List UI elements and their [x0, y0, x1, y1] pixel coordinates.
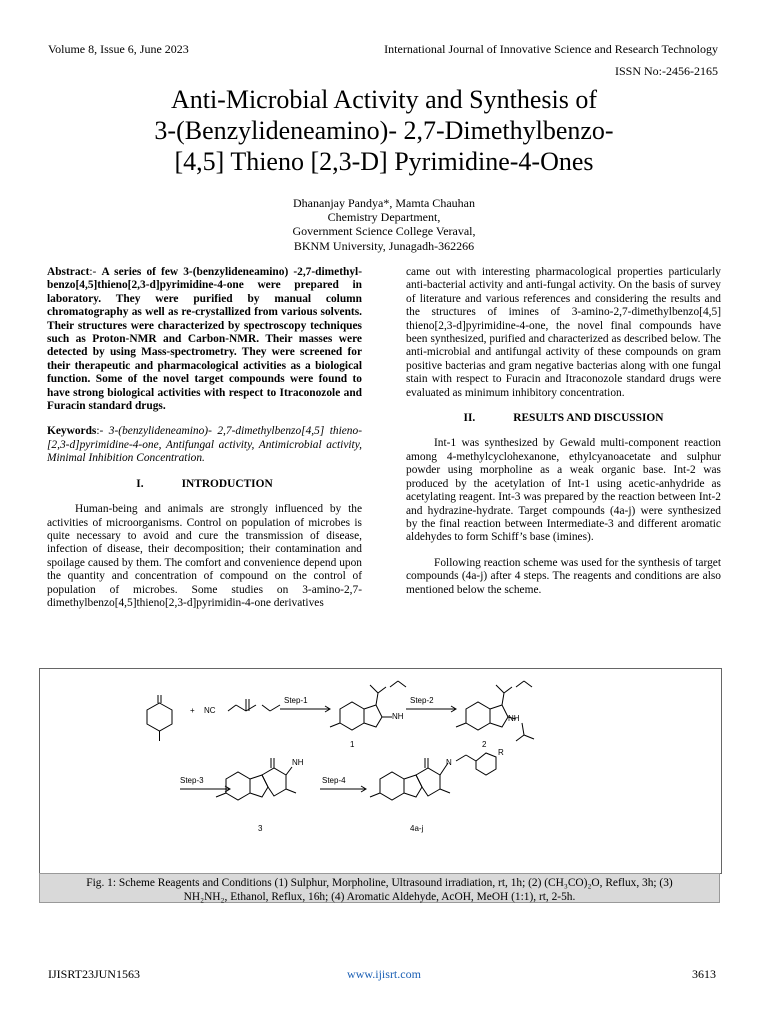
author-block	[0, 196, 768, 253]
author-college: Government Science College Veraval,	[292, 224, 476, 239]
compound-2-label: 2	[482, 740, 487, 749]
abstract	[47, 266, 362, 413]
sec2-heading: RESULTS AND DISCUSSION	[513, 412, 664, 425]
compound-1-label: 1	[350, 740, 355, 749]
sec2-num: II.	[463, 412, 476, 425]
author-names: Dhananjay Pandya*, Mamta Chauhan	[293, 196, 475, 210]
results-paragraph-2: Following reaction scheme was used for the synthesis of target compounds (4a-j) after 4 steps. The reagents and conditions are also mentioned below the scheme.	[406, 556, 721, 596]
compound-3-structure	[216, 758, 296, 800]
section-heading-results	[406, 412, 721, 425]
step-4-label: Step-4	[322, 776, 346, 785]
figure-caption	[39, 873, 720, 903]
nc-label: NC	[204, 706, 216, 715]
footer-id: IJISRT23JUN1563	[48, 967, 140, 981]
compound-3-label: 3	[258, 824, 263, 833]
footer-url[interactable]: www.ijisrt.com	[347, 967, 421, 981]
caption-line-2: NH₂NH₂, Ethanol, Reflux, 16h; (4) Aromatic Aldehyde, AcOH, MeOH (1:1), rt, 2-5h.	[183, 891, 576, 903]
nh2-label: NH	[392, 712, 404, 721]
results-paragraph-1: Int-1 was synthesized by Gewald multi-component reaction among 4-methylcyclohexanone, ethylcyanoacetate and sulphur powder using morpholine as a weak organic base. Int-2 was produced by the acetylation of Int-1 using acetic-anhydride as acetylating reagent. Int-3 was prepared by the reaction between Int-2 and hydrazine-hydrate. Target compounds (4a-j) were synthesized by the final reaction between Intermediate-3 and different aromatic aldehydes to form Schiff’s base (imines).	[406, 437, 721, 544]
paper-title	[40, 84, 728, 177]
intro-heading: INTRODUCTION	[181, 477, 273, 490]
author-dept: Chemistry Department,	[327, 210, 441, 225]
nh-label: NH	[508, 714, 520, 723]
step-3-label: Step-3	[180, 776, 204, 785]
title-line-3: [4,5] Thieno [2,3-D] Pyrimidine-4-Ones	[174, 147, 594, 176]
compound-4-label: 4a-j	[410, 824, 424, 833]
keywords-text: 3-(benzylideneamino)- 2,7-dimethylbenzo[4,5] thieno-[2,3-d]pyrimidine-4-one, Antifungal activity, Antimicrobial activity, Minimal Inhibition Concentration.	[47, 425, 362, 465]
section-heading-intro	[47, 478, 362, 491]
keywords-label: Keywords	[47, 425, 97, 438]
keywords-sep: :-	[96, 425, 109, 438]
intro-num: I.	[136, 477, 144, 490]
header-volume: Volume 8, Issue 6, June 2023	[48, 42, 189, 56]
title-line-1: Anti-Microbial Activity and Synthesis of	[170, 85, 598, 114]
compound-1-structure	[330, 681, 406, 730]
intro-continued: came out with interesting pharmacological properties particularly anti-bacterial activity and anti-fungal activity. On the basis of survey of literature and various references and considering the results and the structures of imines of 3-amino-2,7-dimethylbenzo[4,5] thieno[2,3-d]pyrimidine-4-one, the novel final compounds have been synthesized, purified and characterized as described below. The anti-microbial and antifungal activity of these compounds on gram positive bacterias and gram negative bacterias along with one fungal stain with respect to Furacin and Itraconozole standard drugs were evaluated as minimum inhibitory concentration.	[406, 266, 721, 399]
nh2-label-3: NH	[292, 758, 304, 767]
n-label-4: N	[446, 758, 452, 767]
intro-paragraph: Human-being and animals are strongly influenced by the activities of microorganisms. Control on population of microbes is quite necessary to avoid and cure the transmission of disease, infection of disease, their decomposition; their contamination and spoilage caused by them. The comfort and convenience depend upon the quantity and concentration of compound on the control of population of microbes. Some studies on 3-amino-2,7-dimethylbenzo[4,5]thieno[2,3-d]pyrimidin-4-one derivatives	[47, 503, 362, 609]
header-journal: International Journal of Innovative Science and Research Technology	[384, 42, 718, 56]
title-line-2: 3-(Benzylideneamino)- 2,7-Dimethylbenzo-	[154, 116, 614, 145]
footer-page-number: 3613	[692, 967, 716, 981]
step-1-label: Step-1	[284, 696, 308, 705]
abstract-label: Abstract	[47, 266, 90, 278]
keywords	[47, 425, 362, 465]
left-column	[47, 266, 362, 610]
abstract-text: A series of few 3-(benzylideneamino) -2,7-dimethyl-benzo[4,5]thieno[2,3-d]pyrimidine-4-one were prepared in laboratory. They were purified by manual column chromatography as well as re-crystallized from various solvents. Their structures were characterized by spectroscopy techniques such as Proton-NMR and Carbon-NMR. Their masses were detected by using Mass-spectrometry. They were screened for their therapeutic and pharmacological activities as a biological function. Some of the novel target compounds were found to have strong biological activities with respect to Itraconozole and Furacin standard drugs.	[47, 266, 362, 413]
compound-4-structure	[370, 753, 496, 800]
reaction-scheme	[39, 668, 722, 874]
ester-structure	[228, 699, 280, 711]
ketone-structure	[147, 695, 172, 741]
abstract-sep: :-	[89, 266, 102, 278]
header-issn: ISSN No:-2456-2165	[614, 64, 718, 78]
r-label: R	[498, 748, 504, 757]
compound-2-structure	[456, 681, 534, 741]
caption-line-1: Fig. 1: Scheme Reagents and Conditions (1) Sulphur, Morpholine, Ultrasound irradiation, rt, 1h; (2) (CH₃CO)₂O, Reflux, 3h; (3)	[86, 877, 673, 889]
scheme-diagram	[40, 669, 721, 873]
step-2-label: Step-2	[410, 696, 434, 705]
author-univ: BKNM University, Junagadh-362266	[293, 238, 475, 253]
plus-sign: +	[190, 706, 195, 715]
right-column	[406, 266, 721, 597]
